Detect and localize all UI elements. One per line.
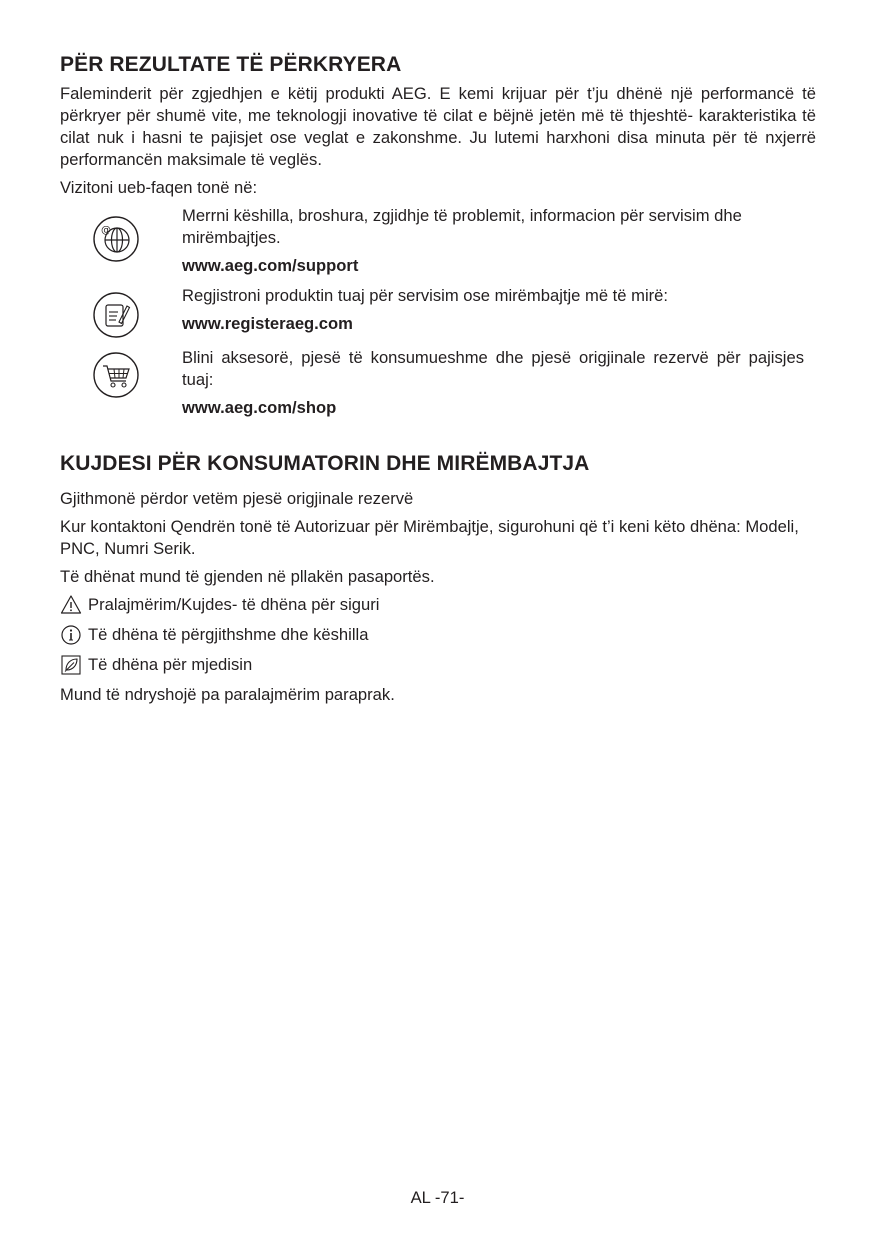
environment-legend — [60, 654, 816, 676]
shop-link[interactable]: www.aeg.com/shop — [182, 398, 337, 418]
intro-paragraph: Faleminderit për zgjedhjen e këtij produkti AEG. E kemi krijuar për t’ju dhënë një performancë të përkryer për shumë vite, me teknologji inovative të cilat e bëjnë jetën më të thjeshtë- karakteristika të cilat nuk i hasni te pajisjet ose veglat e zakonshme. Ju lutemi harxhoni disa minuta për të nxjerrë performancën maksimale të veglës. — [60, 84, 816, 170]
warning-legend-text: Pralajmërim/Kujdes- të dhëna për siguri — [88, 595, 380, 615]
environment-leaf-icon — [60, 654, 82, 676]
info-legend — [60, 624, 816, 646]
original-parts-text: Gjithmonë përdor vetëm pjesë origjinale rezervë — [60, 489, 414, 509]
register-notepad-icon — [92, 291, 140, 339]
warning-triangle-icon — [60, 594, 82, 616]
support-link[interactable]: www.aeg.com/support — [182, 256, 359, 276]
contact-service-text: Kur kontaktoni Qendrën tonë të Autorizuar për Mirëmbajtje, sigurohuni që t’i keni këto dhëna: Modeli, PNC, Numri Serik. — [60, 517, 799, 559]
support-item — [92, 205, 816, 281]
change-notice-text: Mund të ndryshojë pa paralajmërim paraprak. — [60, 685, 395, 705]
support-description: Merrni këshilla, broshura, zgjidhje të problemit, informacion për servisim dhe mirëmbajtjes. — [182, 206, 742, 248]
shopping-cart-icon — [92, 351, 140, 399]
section-title-results: PËR REZULTATE TË PËRKRYERA — [60, 53, 402, 76]
page-content — [60, 52, 816, 712]
page-number: AL -71- — [410, 1188, 465, 1207]
visit-website-text: Vizitoni ueb-faqen tonë në: — [60, 178, 258, 198]
shop-description: Blini aksesorë, pjesë të konsumueshme dhe pjesë origjinale rezervë për pajisjes tuaj: — [182, 348, 804, 390]
register-link[interactable]: www.registeraeg.com — [182, 314, 353, 334]
register-description: Regjistroni produktin tuaj për servisim ose mirëmbajtje më të mirë: — [182, 286, 668, 306]
section-title-customer-care: KUJDESI PËR KONSUMATORIN DHE MIRËMBAJTJA — [60, 452, 590, 476]
environment-legend-text: Të dhëna për mjedisin — [88, 655, 253, 675]
info-legend-text: Të dhëna të përgjithshme dhe këshilla — [88, 625, 369, 645]
svg-text:@: @ — [101, 225, 111, 237]
rating-plate-text: Të dhënat mund të gjenden në pllakën pasaportës. — [60, 567, 435, 587]
shop-item — [92, 347, 816, 423]
warning-legend — [60, 594, 816, 616]
web-globe-icon — [92, 215, 140, 263]
info-icon — [60, 624, 82, 646]
register-item — [92, 285, 816, 339]
